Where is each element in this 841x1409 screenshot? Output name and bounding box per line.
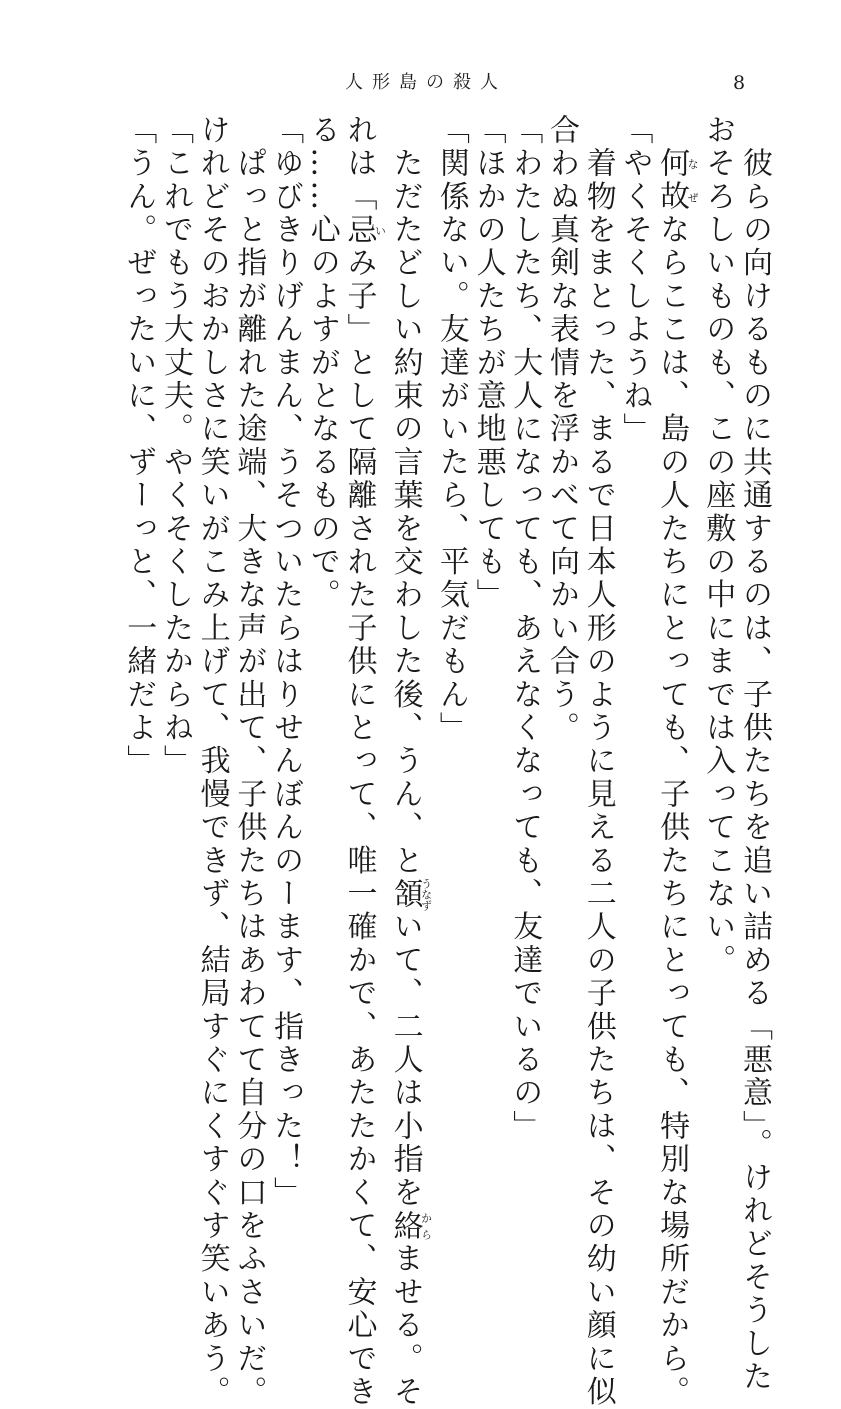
ruby-naze-base: 何故 — [654, 147, 690, 214]
text-line-11 — [340, 114, 387, 1409]
ruby-unazu — [387, 877, 433, 911]
ruby-i-base: 忌 — [341, 213, 377, 247]
text-line-11-end: み子」として隔離された子供にとって、唯一確かで、あたたかくて、安心でき — [341, 246, 377, 1409]
ruby-i — [341, 213, 387, 247]
ruby-naze-reading: なぜ — [686, 147, 700, 214]
text-line-10-mid: いて、二人は小指を — [387, 910, 423, 1210]
ruby-kara-base: 絡 — [387, 1209, 423, 1243]
text-line-12: る……心のよすがとなるもので。 — [304, 114, 340, 612]
vertical-body-text — [88, 114, 772, 1409]
text-line-1: 彼らの向けるものに共通するのは、子供たちを追い詰める「悪意」。けれどそうした — [737, 114, 772, 1394]
ruby-kara — [387, 1209, 433, 1243]
text-line-2: おそろしいものも、この座敷の中にまでは入ってこない。 — [700, 114, 736, 978]
text-line-4: 「やくそくしようね」 — [617, 114, 653, 446]
ruby-unazu-reading: うなず — [419, 877, 433, 911]
text-line-16: 「これでもう大丈夫。やくそくしたからね」 — [157, 114, 193, 778]
text-line-7: 「わたしたち、大人になっても、あえなくなっても、友達でいるの」 — [507, 114, 543, 1144]
text-line-3 — [652, 114, 700, 1409]
text-line-5: 着物をまとった、まるで日本人形のように見える二人の子供たちは、その幼い顔に似 — [580, 114, 616, 1409]
text-line-10-start: ただたどしい約束の言葉を交わした後、うん、と — [387, 114, 423, 878]
ruby-unazu-base: 頷 — [387, 877, 423, 911]
text-line-13: 「ゆびきりげんまん、うそついたらはりせんぼんのーます、指きった！」 — [268, 114, 304, 1210]
text-line-3-indent — [654, 114, 689, 147]
text-line-17: 「うん。ぜったいに、ずーっと、一緒だよ」 — [121, 114, 157, 778]
ruby-naze — [654, 147, 700, 214]
text-line-6: 合わぬ真剣な表情を浮かべて向かい合う。 — [543, 114, 579, 745]
running-title: 人形島の殺人 — [345, 72, 507, 93]
text-line-8: 「ほかの人たちが意地悪しても」 — [470, 114, 506, 612]
text-line-3-rest: ならここは、島の人たちにとっても、子供たちにとっても、特別な場所だから。 — [654, 213, 690, 1409]
text-line-10 — [386, 114, 433, 1409]
page-number: 8 — [733, 72, 746, 94]
text-line-14: ぱっと指が離れた途端、大きな声が出て、子供たちはあわてて自分の口をふさいだ。 — [231, 114, 267, 1409]
ruby-kara-reading: から — [419, 1209, 433, 1243]
text-line-11-start: れは「 — [341, 114, 377, 214]
text-line-10-end: ませる。そ — [387, 1242, 423, 1409]
text-line-9: 「関係ない。友達がいたら、平気だもん」 — [433, 114, 469, 745]
ruby-i-reading: い — [373, 213, 387, 247]
text-line-15: けれどそのおかしさに笑いがこみ上げて、我慢できず、結局すぐにくすぐす笑いあう。 — [194, 114, 230, 1409]
